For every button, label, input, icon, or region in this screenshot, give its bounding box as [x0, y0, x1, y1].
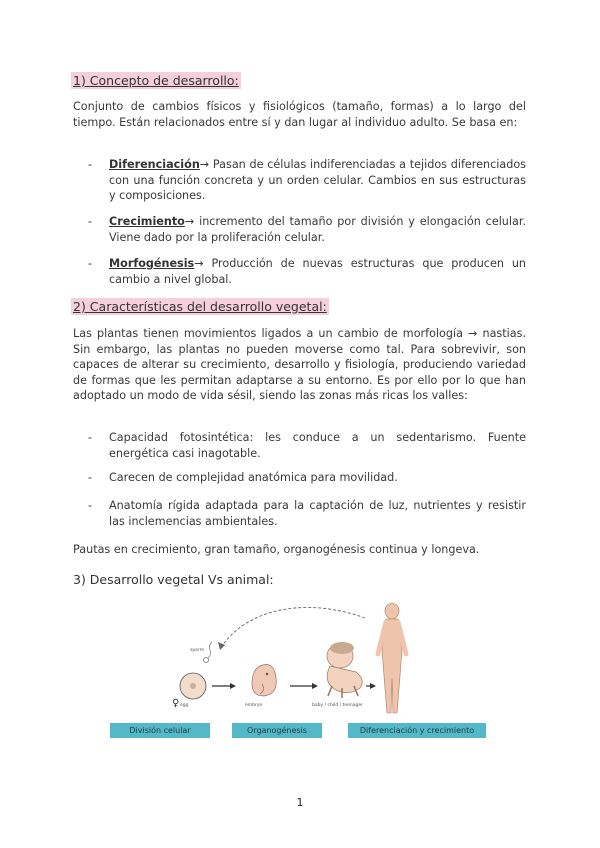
development-figure — [110, 598, 490, 743]
stage-organogenesis: Organogénesis — [232, 723, 322, 738]
arrow: → — [184, 215, 195, 228]
page-number: 1 — [296, 796, 304, 809]
stage-diferenciacion-crecimiento: Diferenciación y crecimiento — [348, 723, 486, 738]
item-text: Producción de nuevas estructuras que producen un cambio a nivel global. — [109, 257, 526, 286]
baby-label: baby / child / teenager — [312, 703, 363, 708]
section-2-heading: 2) Características del desarrollo vegetal: — [73, 299, 327, 314]
term-crecimiento: Crecimiento — [109, 215, 185, 228]
term-diferenciacion: Diferenciación — [109, 158, 200, 171]
item-text: Pasan de células indiferenciadas a tejidos diferenciados con una función concreta y un orden celular. Cambios en sus estructuras y composiciones. — [109, 158, 526, 202]
development-illustration — [110, 598, 490, 718]
embryo-label: embryo — [245, 703, 263, 708]
section-3-heading: 3) Desarrollo vegetal Vs animal: — [73, 572, 274, 587]
egg-label: egg — [180, 703, 189, 708]
bullet-dash: - — [88, 499, 93, 512]
list-item-fotosintetica — [88, 430, 526, 461]
arrow: → — [194, 257, 204, 270]
list-item-morfogenesis — [88, 256, 526, 287]
item-text: incremento del tamaño por división y elongación celular. Viene dado por la proliferación celular. — [109, 215, 526, 244]
list-item-crecimiento — [88, 214, 526, 245]
arrow: → — [199, 158, 210, 171]
item-text: Anatomía rígida adaptada para la captación de luz, nutrientes y resistir las inclemencias ambientales. — [109, 499, 526, 528]
item-text: Capacidad fotosintética: les conduce a un sedentarismo. Fuente energética casi inagotable. — [109, 431, 526, 460]
item-text: Carecen de complejidad anatómica para movilidad. — [109, 471, 398, 484]
bullet-dash: - — [88, 257, 93, 270]
list-item-complejidad — [88, 470, 526, 486]
stage-division-celular: División celular — [110, 723, 210, 738]
adult-icon — [378, 603, 406, 713]
bullet-dash: - — [88, 158, 93, 171]
baby-icon — [327, 642, 362, 698]
section-2-intro: Las plantas tienen movimientos ligados a un cambio de morfología → nastias. Sin embargo, las plantas no pueden moverse como tal. Para sobrevivir, son capaces de alterar su crecimiento, desarrollo y fisiología, produciendo variedad de formas que les permitan adaptarse a su entorno. Es por ello por lo que han adoptado un modo de vida sésil, siendo las zonas más ricas los valles: — [73, 327, 526, 402]
cycle-arrow — [222, 607, 365, 646]
embryo-icon — [252, 665, 276, 697]
bullet-dash: - — [88, 431, 93, 444]
term-morfogenesis: Morfogénesis — [109, 257, 195, 270]
bullet-dash: - — [88, 471, 93, 484]
list-item-diferenciacion — [88, 157, 526, 204]
bullet-dash: - — [88, 215, 93, 228]
section-1-heading: 1) Concepto de desarrollo: — [73, 73, 239, 88]
sperm-label: sperm — [190, 648, 205, 653]
section-1-intro: Conjunto de cambios físicos y fisiológicos (tamaño, formas) a lo largo del tiempo. Están relacionados entre sí y dan lugar al individuo adulto. Se basa en: — [73, 100, 526, 129]
female-symbol-icon: ♀ — [172, 698, 180, 709]
section-2-closing: Pautas en crecimiento, gran tamaño, organogénesis continua y longeva. — [73, 543, 480, 556]
sperm-icon — [204, 642, 213, 663]
list-item-anatomia — [88, 498, 526, 529]
